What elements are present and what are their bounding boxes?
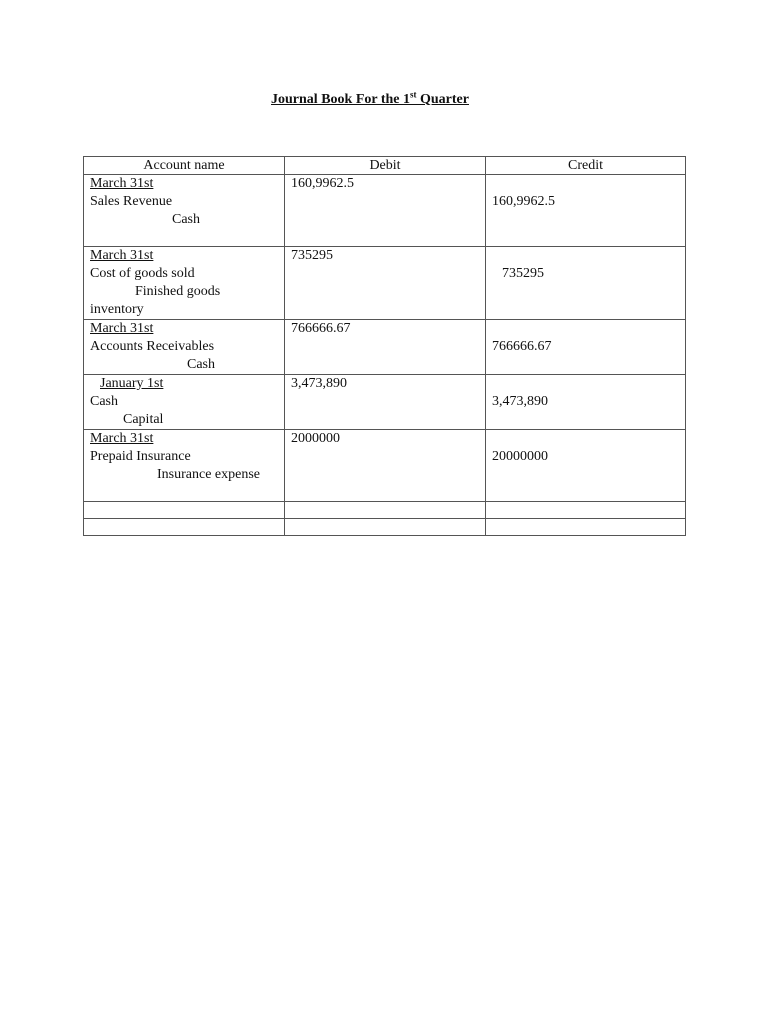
debit-cell (285, 320, 486, 375)
journal-table (83, 156, 686, 536)
title-suffix: Quarter (416, 92, 469, 107)
debit-amount: 766666.67 (291, 321, 351, 336)
credit-amount: 3,473,890 (492, 394, 548, 409)
table-row (84, 247, 686, 320)
credit-account: Cash (172, 212, 200, 227)
debit-cell (285, 247, 486, 320)
credit-amount: 20000000 (492, 449, 548, 464)
empty-cell (486, 502, 686, 519)
header-account-name: Account name (84, 157, 285, 175)
account-cell (84, 430, 285, 502)
account-cell (84, 320, 285, 375)
page-title (0, 89, 740, 108)
entry-date: March 31st (90, 248, 154, 263)
credit-cell (486, 430, 686, 502)
empty-cell (285, 519, 486, 536)
empty-cell (84, 502, 285, 519)
debit-cell (285, 375, 486, 430)
account-cell (84, 175, 285, 247)
entry-date: January 1st (100, 376, 164, 391)
credit-cell (486, 175, 686, 247)
credit-cell (486, 320, 686, 375)
debit-cell (285, 175, 486, 247)
credit-amount: 735295 (502, 266, 544, 281)
credit-account: Finished goods (135, 284, 221, 299)
header-credit: Credit (486, 157, 686, 175)
title-main: Journal Book For the 1 (271, 92, 410, 107)
entry-date: March 31st (90, 176, 154, 191)
credit-amount: 766666.67 (492, 339, 552, 354)
credit-amount: 160,9962.5 (492, 194, 555, 209)
empty-row (84, 519, 686, 536)
empty-row (84, 502, 686, 519)
debit-amount: 735295 (291, 248, 333, 263)
debit-amount: 3,473,890 (291, 376, 347, 391)
credit-account: Cash (187, 357, 215, 372)
header-debit: Debit (285, 157, 486, 175)
title-superscript: st (410, 89, 417, 100)
debit-account: Cash (90, 394, 118, 409)
credit-cell (486, 247, 686, 320)
credit-account-continued: inventory (90, 302, 144, 317)
debit-account: Prepaid Insurance (90, 449, 191, 464)
credit-cell (486, 375, 686, 430)
debit-account: Sales Revenue (90, 194, 173, 209)
empty-cell (486, 519, 686, 536)
entry-date: March 31st (90, 431, 154, 446)
debit-account: Accounts Receivables (90, 339, 215, 354)
account-cell (84, 375, 285, 430)
empty-cell (285, 502, 486, 519)
header-row (84, 157, 686, 175)
debit-account: Cost of goods sold (90, 266, 195, 281)
entry-date: March 31st (90, 321, 154, 336)
credit-account: Insurance expense (157, 467, 261, 482)
debit-amount: 2000000 (291, 431, 340, 446)
credit-account: Capital (123, 412, 164, 427)
table-row (84, 375, 686, 430)
table-row (84, 175, 686, 247)
empty-cell (84, 519, 285, 536)
table-row (84, 430, 686, 502)
debit-cell (285, 430, 486, 502)
account-cell (84, 247, 285, 320)
table-row (84, 320, 686, 375)
debit-amount: 160,9962.5 (291, 176, 354, 191)
